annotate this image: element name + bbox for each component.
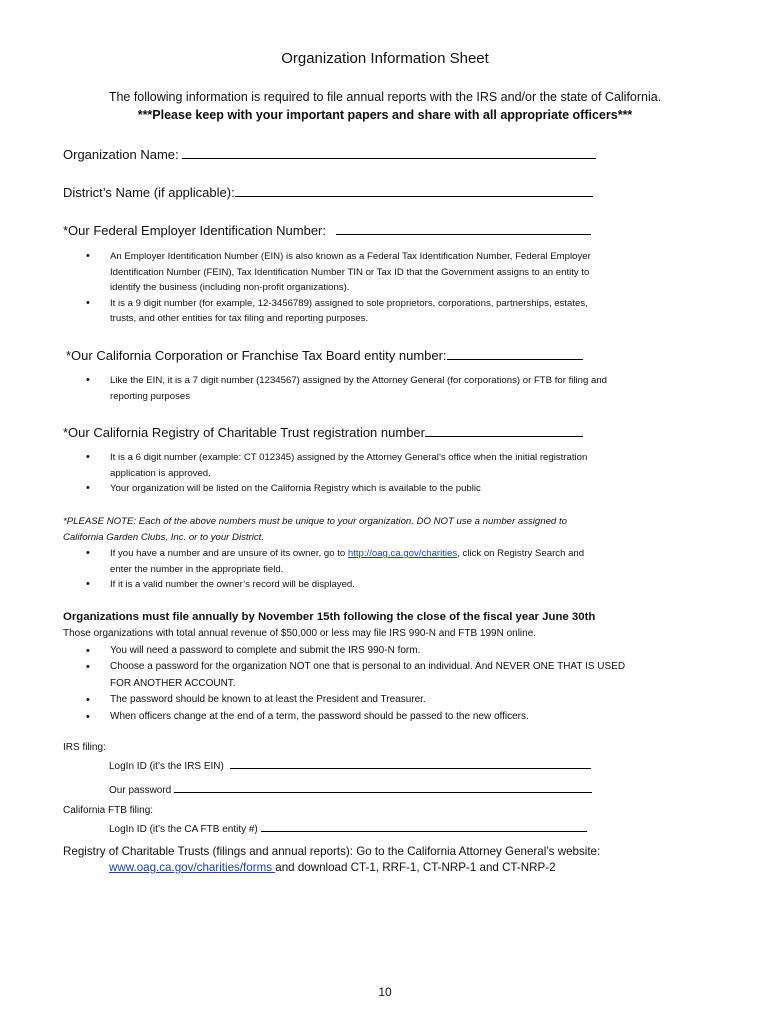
registry-bullets bbox=[86, 450, 587, 497]
irs-login-line[interactable] bbox=[230, 758, 591, 769]
district-label: District’s Name (if applicable): bbox=[63, 185, 235, 200]
list-item: • An Employer Identification Number (EIN) is also known as a Federal Tax Identification Number, Federal Employer bbox=[86, 249, 591, 265]
list-item: Identification Number (FEIN), Tax Identification Number TIN or Tax ID that the Government assigns to an entity to bbox=[110, 266, 590, 278]
org-name-label: Organization Name: bbox=[63, 147, 179, 162]
list-item: • You will need a password to complete and submit the IRS 990-N form. bbox=[86, 643, 625, 659]
irs-login-field bbox=[109, 758, 591, 772]
ca-corp-field bbox=[66, 347, 583, 363]
list-item: • It is a 6 digit number (example: CT 012345) assigned by the Attorney General’s office when the initial registration bbox=[86, 450, 587, 466]
note-text: *PLEASE NOTE: Each of the above numbers must be unique to your organization. DO NOT use a number assigned to California Garden Clubs, Inc. or to your District. bbox=[63, 516, 567, 543]
list-item: • If it is a valid number the owner’s record will be displayed. bbox=[86, 577, 584, 593]
list-item: reporting purposes bbox=[110, 390, 190, 402]
registry-footer-links: www.oag.ca.gov/charities/forms and download CT-1, RRF-1, CT-NRP-1 and CT-NRP-2 bbox=[109, 861, 556, 874]
fein-label: *Our Federal Employer Identification Number: bbox=[63, 223, 327, 238]
registry-line[interactable] bbox=[425, 424, 583, 437]
filing-bullets bbox=[86, 643, 625, 725]
registry-field bbox=[63, 424, 583, 440]
filing-heading: Organizations must file annually by November 15th following the close of the fiscal year June 30th bbox=[63, 611, 596, 623]
list-item: • It is a 9 digit number (for example, 12-3456789) assigned to sole proprietors, corporations, partnerships, estates, bbox=[86, 296, 591, 312]
fein-bullets bbox=[86, 249, 591, 327]
list-item: • When officers change at the end of a term, the password should be passed to the new officers. bbox=[86, 709, 625, 725]
ftb-login-field bbox=[109, 821, 587, 835]
ftb-label: California FTB filing: bbox=[63, 805, 154, 816]
irs-login-label: LogIn ID (it’s the IRS EIN) bbox=[109, 761, 224, 772]
registry-footer-text: Registry of Charitable Trusts (filings and annual reports): Go to the California Attorney General’s website: bbox=[63, 845, 601, 858]
intro-warning: ***Please keep with your important papers and share with all appropriate officers*** bbox=[137, 108, 633, 122]
list-item: • The password should be known to at least the President and Treasurer. bbox=[86, 692, 625, 708]
list-item: enter the number in the appropriate field. bbox=[110, 563, 284, 575]
fein-field bbox=[63, 222, 591, 238]
irs-password-field bbox=[109, 782, 592, 796]
irs-label: IRS filing: bbox=[63, 742, 106, 753]
forms-link[interactable]: www.oag.ca.gov/charities/forms bbox=[109, 861, 276, 874]
list-item: application is approved. bbox=[110, 467, 211, 479]
irs-password-label: Our password bbox=[109, 785, 172, 796]
charities-link[interactable]: http://oag.ca.gov/charities bbox=[347, 548, 458, 559]
list-item: FOR ANOTHER ACCOUNT. bbox=[110, 677, 236, 689]
page-title: Organization Information Sheet bbox=[281, 50, 489, 67]
district-line[interactable] bbox=[235, 184, 593, 197]
registry-label: *Our California Registry of Charitable Trust registration number bbox=[63, 425, 425, 440]
org-name-field bbox=[63, 146, 596, 162]
list-item: • If you have a number and are unsure of its owner, go to http://oag.ca.gov/charities, click on Registry Search and bbox=[86, 546, 584, 562]
ca-corp-bullets bbox=[86, 373, 607, 404]
irs-password-line[interactable] bbox=[174, 782, 592, 793]
ca-corp-line[interactable] bbox=[447, 347, 583, 360]
page-number: 10 bbox=[378, 985, 392, 999]
district-field bbox=[63, 184, 593, 200]
filing-subtext: Those organizations with total annual revenue of $50,000 or less may file IRS 990-N and FTB 199N online. bbox=[63, 628, 537, 639]
ftb-login-label: LogIn ID (it’s the CA FTB entity #) bbox=[109, 824, 258, 835]
list-item: • Your organization will be listed on the California Registry which is available to the public bbox=[86, 481, 587, 497]
list-item: identify the business (including non-profit organizations). bbox=[110, 282, 350, 293]
list-item: trusts, and other entities for tax filing and reporting purposes. bbox=[110, 313, 369, 324]
list-item: • Like the EIN, it is a 7 digit number (1234567) assigned by the Attorney General (for corporations) or FTB for filing and bbox=[86, 373, 607, 389]
intro-text: The following information is required to file annual reports with the IRS and/or the state of California. bbox=[108, 90, 662, 104]
list-item: • Choose a password for the organization NOT one that is personal to an individual. And NEVER ONE THAT IS USED bbox=[86, 659, 625, 675]
note-bullets bbox=[86, 546, 584, 593]
ca-corp-label: *Our California Corporation or Franchise Tax Board entity number: bbox=[66, 348, 447, 363]
org-name-line[interactable] bbox=[182, 146, 596, 159]
fein-line[interactable] bbox=[336, 222, 591, 235]
ftb-login-line[interactable] bbox=[261, 821, 587, 832]
